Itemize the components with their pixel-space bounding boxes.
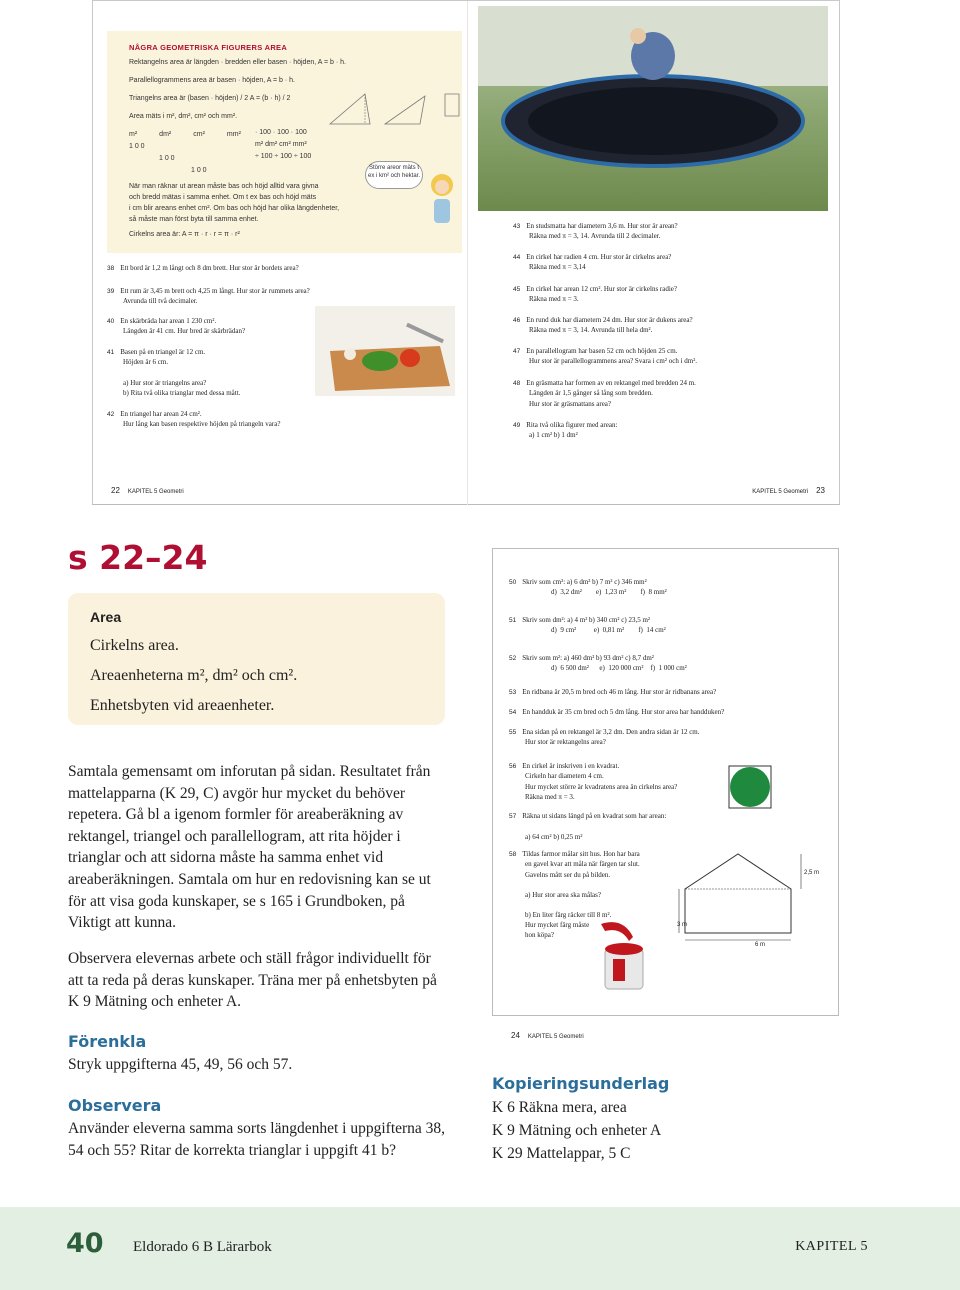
- heading-kopieringsunderlag: Kopieringsunderlag: [492, 1074, 670, 1093]
- unit-row: 1 0 0: [159, 155, 175, 162]
- copy-item: K 9 Mätning och enheter A: [492, 1122, 662, 1139]
- fact-rule: När man räknar ut arean måste bas och höjd alltid vara givna: [129, 183, 319, 190]
- worksheet-footer: 24 KAPITEL 5 Geometri: [511, 1031, 584, 1040]
- task-53: 53 En ridbana är 20,5 m bred och 46 m lång. Hur stor är ridbanans area?: [509, 688, 717, 696]
- goal-item: Enhetsbyten vid areaenheter.: [90, 697, 275, 714]
- copy-item: K 6 Räkna mera, area: [492, 1099, 627, 1116]
- page-title: s 22–24: [68, 538, 208, 577]
- task-45: 45 En cirkel har arean 12 cm². Hur stor är cirkelns radie? Räkna med π = 3.: [513, 285, 678, 304]
- page-number: 40: [66, 1228, 104, 1259]
- spread-footer-right: KAPITEL 5 Geometri 23: [752, 486, 825, 495]
- intro-paragraph: Samtala gemensamt om inforutan på sidan. Resultatet från mattelapparna (K 29, C) avgör hur mycket du behöver repetera. Gå bl a igenom formler för areaberäkning av rektangel, triangel och parallellogram, att rita höjder i trianglar och att sidorna måste ha samma enhet vid areaberäkningen. Samtala om hur en redovisning kan se ut för att visa goda kunskaper, se s 165 i Grundboken, på Viktigt att kunna.: [68, 763, 431, 932]
- unit-header: dm²: [159, 131, 172, 138]
- unit-header: mm²: [226, 131, 241, 138]
- heading-forenkla: Förenkla: [68, 1032, 147, 1051]
- observera-text: Använder eleverna samma sorts längdenhet i uppgifterna 38, 54 och 55? Ritar de korrekta trianglar i uppgift 41 b?: [68, 1120, 446, 1159]
- unit-row: 1 0 0: [191, 167, 207, 174]
- unit-table: [129, 131, 241, 174]
- task-48: 48 En gräsmatta har formen av en rektangel med bredden 24 m. Längden är 1,5 gånger så lång som bredden. Hur stor är gräsmattans area?: [513, 379, 696, 408]
- fact-line: Area mäts i m², dm², cm² och mm².: [129, 113, 238, 120]
- task-52: 52 Skriv som m²: a) 460 dm² b) 93 dm² c) 8,7 dm² d) 6 500 dm² e) 120 000 cm² f) 1 000 cm²: [509, 654, 687, 673]
- copy-item: K 29 Mattelappar, 5 C: [492, 1145, 631, 1162]
- fact-box: [107, 31, 462, 253]
- spread-fold: [467, 1, 468, 505]
- spread-footer-left: 22 KAPITEL 5 Geometri: [111, 486, 184, 495]
- paint-can-illustration: [593, 919, 653, 994]
- conversion-bottom: ÷ 100 ÷ 100 ÷ 100: [255, 153, 312, 160]
- task-56: 56 En cirkel är inskriven i en kvadrat. Cirkeln har diametern 4 cm. Hur mycket större är kvadratens area än cirkelns area? Räkna med π = 3.: [509, 762, 678, 801]
- heading-observera: Observera: [68, 1096, 162, 1115]
- goals-box: [68, 593, 445, 725]
- fact-rule: och bredd mätas i samma enhet. Om t ex bas och höjd mäts: [129, 194, 317, 201]
- trampoline-photo: [478, 6, 828, 211]
- goal-item: Areaenheterna m², dm² och cm².: [90, 667, 298, 684]
- triangle-figures: [325, 86, 465, 126]
- task-50: 50 Skriv som cm²: a) 6 dm² b) 7 m² c) 346 mm² d) 3,2 dm² e) 1,23 m² f) 8 mm²: [509, 578, 667, 597]
- fact-rule: i cm blir areans enhet cm². Om bas och höjd har olika längdenheter,: [129, 205, 340, 212]
- task-40: 40 En skärbräda har arean 1 230 cm². Längden är 41 cm. Hur bred är skärbrädan?: [107, 317, 246, 336]
- textbook-spread: [92, 0, 840, 505]
- task-47: 47 En parallellogram har basen 52 cm och höjden 25 cm. Hur stor är parallellogrammens area? Svara i cm² och i dm².: [513, 347, 698, 366]
- unit-header: m²: [129, 131, 138, 138]
- circle-formula: Cirkelns area är: A = π · r · r = π · r²: [129, 231, 240, 238]
- dimension-label: 6 m: [755, 942, 766, 948]
- fact-line: Parallellogrammens area är basen · höjden, A = b · h.: [129, 77, 295, 84]
- task-42: 42 En triangel har arean 24 cm². Hur lång kan basen respektive höjden på triangeln vara?: [107, 410, 281, 429]
- fact-line: Triangelns area är (basen · höjden) / 2 A = (b · h) / 2: [129, 95, 291, 102]
- dimension-label: 3 m: [677, 922, 688, 928]
- task-39: 39 Ett rum är 3,45 m brett och 4,25 m långt. Hur stor är rummets area? Avrunda till två decimaler.: [107, 287, 310, 306]
- circle-in-square: [728, 765, 772, 809]
- task-41: 41 Basen på en triangel är 12 cm. Höjden är 6 cm. a) Hur stor är triangelns area? b) Rita två olika trianglar med dessa mått.: [107, 348, 241, 397]
- dimension-label: 2,5 m: [804, 870, 820, 876]
- girl-illustration: [427, 171, 457, 226]
- task-46: 46 En rund duk har diametern 24 dm. Hur stor är dukens area? Räkna med π = 3, 14. Avrunda till hela dm².: [513, 316, 693, 335]
- task-57: 57 Räkna ut sidans längd på en kvadrat som har arean: a) 64 cm² b) 0,25 m²: [509, 812, 667, 841]
- task-49: 49 Rita två olika figurer med arean: a) 1 cm² b) 1 dm²: [513, 421, 618, 440]
- task-43: 43 En studsmatta har diametern 3,6 m. Hur stor är arean? Räkna med π = 3, 14. Avrunda till 2 decimaler.: [513, 222, 678, 241]
- fact-rule: så måste man först byta till samma enhet.: [129, 216, 259, 223]
- goals-title: Area: [90, 609, 122, 625]
- task-51: 51 Skriv som dm²: a) 4 m² b) 340 cm² c) 23,5 m² d) 9 cm² e) 0,81 m² f) 14 cm²: [509, 616, 666, 635]
- task-54: 54 En handduk är 35 cm bred och 5 dm lång. Hur stor area har handduken?: [509, 708, 725, 716]
- task-44: 44 En cirkel har radien 4 cm. Hur stor är cirkelns area? Räkna med π = 3,14: [513, 253, 672, 272]
- house-gable-diagram: [673, 849, 833, 944]
- worksheet-page: [492, 548, 839, 1040]
- task-58: 58 Tildas farmor målar sitt hus. Hon har bara en gavel kvar att måla när färgen tar slut. Gavelns mått ser du på bilden. a) Hur stor area ska målas? b) En liter färg räcker till 8 m². Hur mycket färg måste hon köpa?: [509, 850, 640, 940]
- fact-title: NÅGRA GEOMETRISKA FIGURERS AREA: [129, 43, 288, 52]
- observe-paragraph: Observera elevernas arbete och ställ frågor individuellt för att ta reda på deras kunskaper. Träna mer på enhetsbyten på K 9 Mätning och enheter A.: [68, 950, 437, 1011]
- forenkla-text: Stryk uppgifterna 45, 49, 56 och 57.: [68, 1056, 293, 1073]
- cutting-board-photo: [315, 306, 455, 396]
- fact-line: Rektangelns area är längden · bredden eller basen · höjden, A = b · h.: [129, 59, 346, 66]
- goal-item: Cirkelns area.: [90, 637, 179, 654]
- book-title: Eldorado 6 B Lärarbok: [133, 1239, 272, 1255]
- unit-header: cm²: [193, 131, 205, 138]
- speech-bubble: Större areor mäts t ex i km² och hektar.: [365, 161, 423, 189]
- task-38: 38 Ett bord är 1,2 m långt och 8 dm brett. Hur stor är bordets area?: [107, 264, 299, 272]
- conversion-top: · 100 · 100 · 100: [255, 129, 307, 136]
- task-55: 55 Ena sidan på en rektangel är 3,2 dm. Den andra sidan är 12 cm. Hur stor är rektangelns area?: [509, 728, 700, 747]
- conversion-units: m² dm² cm² mm²: [255, 141, 307, 148]
- unit-row: 1 0 0: [129, 143, 145, 150]
- chapter-label: KAPITEL 5: [795, 1239, 868, 1254]
